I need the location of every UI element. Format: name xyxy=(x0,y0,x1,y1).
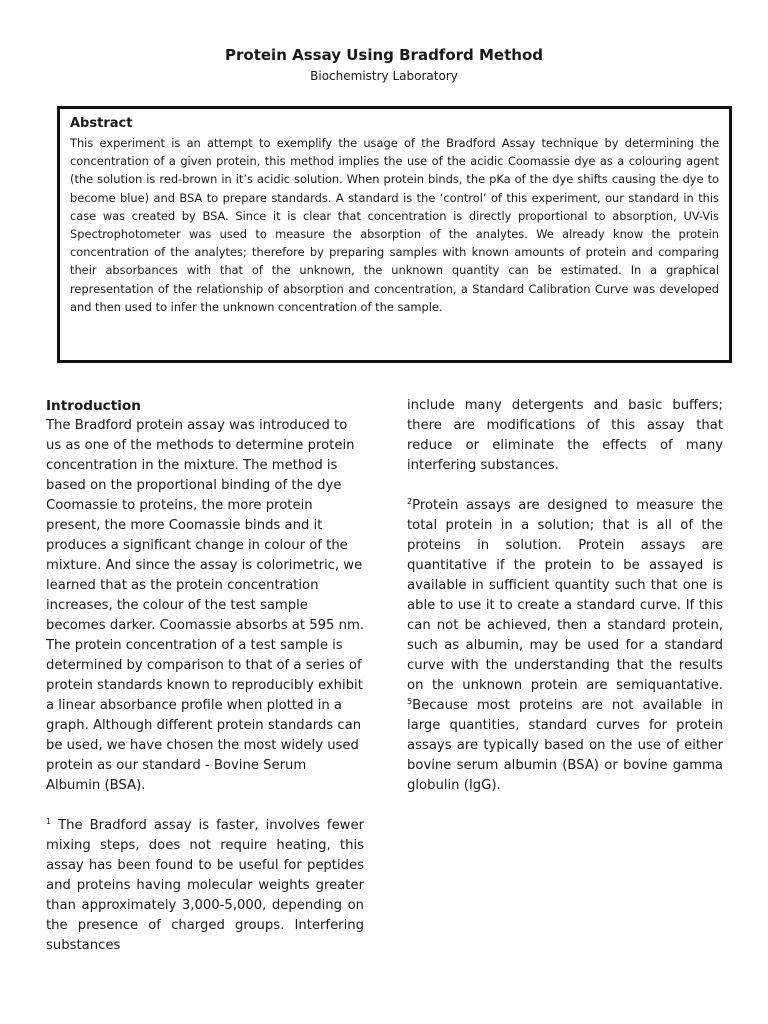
paragraph-3-text-a: Protein assays are designed to measure the total protein in a solution; that is all of the proteins in solution. Protein assays are quantitative if the protein to be assayed is available in sufficient quantity such that one is able to use it to create a standard curve. If this can not be achieved, then a standard protein, such as albumin, may be used for a standard curve with the understanding that the results on the unknown protein are semiquantative. xyxy=(407,498,723,693)
introduction-heading: Introduction xyxy=(46,398,141,414)
paragraph-3-text-b: Because most proteins are not available in large quantities, standard curves for protein assays are typically based on the use of either bovine serum albumin (BSA) or bovine gamma globulin (IgG). xyxy=(407,698,723,793)
paragraph-2-text-left: The Bradford assay is faster, involves fewer mixing steps, does not require heating, this assay has been found to be useful for peptides and proteins having molecular weights greater than approximately 3,000-5,000, depending on the presence of charged groups. Interfering substances xyxy=(46,818,365,953)
paper-title: Protein Assay Using Bradford Method xyxy=(225,46,543,64)
abstract-heading: Abstract xyxy=(70,116,133,131)
introduction-paragraph-3 xyxy=(407,496,723,796)
footnote-ref: 2 xyxy=(407,497,413,506)
abstract-box xyxy=(57,106,732,363)
left-column xyxy=(46,396,364,956)
introduction-paragraph-2 xyxy=(46,816,364,956)
paper-subtitle: Biochemistry Laboratory xyxy=(310,69,458,83)
introduction-paragraph-1: The Bradford protein assay was introduced to us as one of the methods to determine protein concentration in the mixture. The method is based on the proportional binding of the dye Coomassie to proteins, the more protein present, the more Coomassie binds and it produces a significant change in colour of the mixture. And since the assay is colorimetric, we learned that as the protein concentration increases, the colour of the test sample becomes darker. Coomassie absorbs at 595 nm. The protein concentration of a test sample is determined by comparison to that of a series of protein standards known to reproducibly exhibit a linear absorbance profile when plotted in a graph. Although different protein standards can be used, we have chosen the most widely used protein as our standard - Bovine Serum Albumin (BSA). xyxy=(46,418,365,793)
footnote-ref: 1 xyxy=(46,817,52,826)
introduction-paragraph-2-continued: include many detergents and basic buffers; there are modifications of this assay that reduce or eliminate the effects of many interfering substances. xyxy=(407,398,723,473)
right-column xyxy=(407,396,723,796)
footnote-ref: 5 xyxy=(407,697,413,706)
abstract-body: This experiment is an attempt to exemplify the usage of the Bradford Assay technique by determining the concentration of a given protein, this method implies the use of the acidic Coomassie dye as a colouring agent (the solution is red-brown in it’s acidic solution. When protein binds, the pKa of the dye shifts causing the dye to become blue) and BSA to prepare standards. A standard is the ‘control’ of this experiment, our standard in this case was created by BSA. Since it is clear that concentration is directly proportional to absorption, UV-Vis Spectrophotometer was used to measure the absorption of the analytes. We already know the protein concentration of the analytes; therefore by preparing samples with known amounts of protein and comparing their absorbances with that of the unknown, the unknown quantity can be estimated. In a graphical representation of the relationship of absorption and concentration, a Standard Calibration Curve was developed and then used to infer the unknown concentration of the sample. xyxy=(70,136,719,314)
